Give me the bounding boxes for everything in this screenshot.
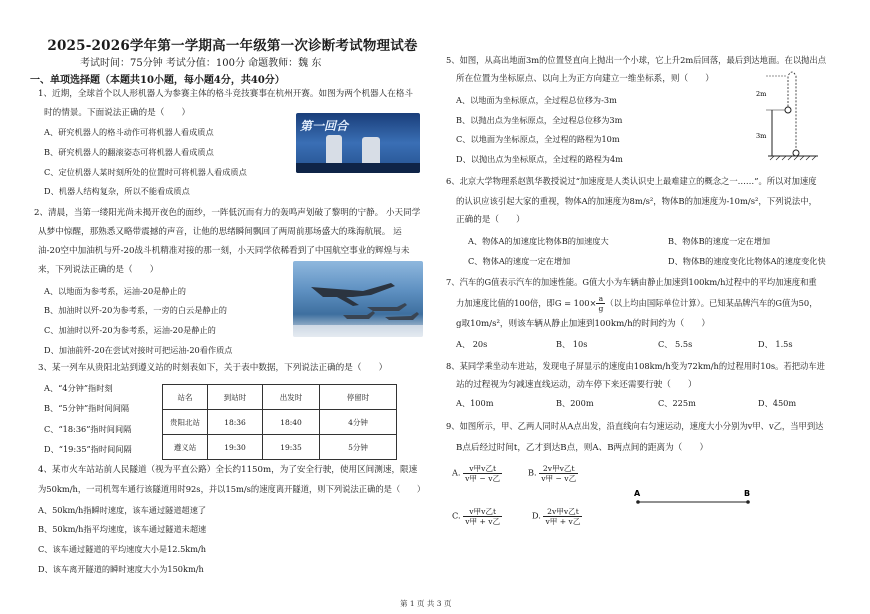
q9-option-b: B. $\frac{\text{2v甲v乙t}}{\text{v甲 − v乙}}$ (528, 464, 577, 483)
q3-option-d: D、“19:35”指时间间隔 (44, 444, 132, 454)
q1-option-d: D、机器人结构复杂，所以不能看成质点 (44, 186, 190, 196)
acc-a-value: 8m/s² (629, 196, 654, 206)
q8-option-b: B、200m (556, 398, 594, 408)
q6-option-b: B、物体B的速度一定在增加 (668, 236, 771, 246)
q4-option-d: D、该车离开隧道的瞬时速度大小为150km/h (38, 564, 204, 574)
q5-option-a: A、以地面为坐标原点，全过程总位移为-3m (456, 95, 617, 105)
q2-option-d: D、加油前歼-20在尝试对接时可把运油-20看作质点 (44, 345, 233, 355)
robot-image-banner: 第一回合 (300, 119, 349, 133)
jets-silhouette (293, 261, 423, 337)
q9-stem-line1: 9、如图所示，甲、乙两人同时从A点出发，沿直线向右匀速运动，速度大小分别为v甲、v乙，当甲到达 (446, 421, 824, 431)
acc-b-value: -10m/s² (726, 196, 759, 206)
q9-option-a: A. $\frac{\text{v甲v乙t}}{\text{v甲 − v乙}}$ (452, 464, 501, 483)
q1-option-c: C、定位机器人某时刻所处的位置时可将机器人看成质点 (44, 167, 247, 177)
q9-stem-line2: B点后经过时间t，乙才到达B点，则A、B两点间的距离为（ ） (456, 443, 709, 453)
q8-option-c: C、225m (658, 398, 696, 408)
q2-option-b: B、加油时以歼-20为参考系，一旁的白云是静止的 (44, 305, 227, 315)
q8-option-d: D、450m (758, 398, 797, 408)
q2-stem-line3: 油-20空中加油机与歼-20战斗机精准对接的那一刻，小天同学依稀看到了中国航空事业的辉煌与未 (38, 246, 410, 256)
page-footer: 第 1 页 共 3 页 (400, 599, 452, 608)
q4-option-a: A、50km/h指瞬时速度，该车通过隧道超速了 (38, 505, 207, 515)
q2-option-c: C、加油时以歼-20为参考系，运油-20是静止的 (44, 325, 216, 335)
q8-option-a: A、100m (456, 398, 494, 408)
label-3m: 3m (756, 132, 767, 140)
q3-option-c: C、“18:36”指时间间隔 (44, 424, 132, 434)
q6-option-a: A、物体A的加速度比物体B的加速度大 (468, 236, 609, 246)
q8-stem-line2: 站的过程视为匀减速直线运动，动车停下来还需要行驶（ ） (456, 380, 697, 390)
q7-option-d: D、 1.5s (758, 339, 793, 349)
timetable-cell: 贵阳北站 (163, 410, 208, 435)
timetable-row (163, 435, 397, 460)
q1-option-b: B、研究机器人的翻滚姿态可将机器人看成质点 (44, 147, 214, 157)
q9-option-c: C. $\frac{\text{v甲v乙t}}{\text{v甲 + v乙}}$ (452, 507, 501, 526)
q6-option-d: D、物体B的速度变化比物体A的速度变化快 (668, 256, 826, 266)
ball-trajectory-diagram (752, 62, 822, 168)
robot-fight-image (296, 113, 420, 173)
timetable-header: 到站时 (208, 385, 263, 410)
q5-option-b: B、以抛出点为坐标原点，全过程总位移为3m (456, 115, 623, 125)
timetable-cell: 5分钟 (320, 435, 397, 460)
q5-option-d: D、以抛出点为坐标原点，全过程的路程为4m (456, 154, 623, 164)
q2-stem-line1: 2、清晨，当第一缕阳光尚未揭开夜色的面纱，一阵低沉而有力的轰鸣声划破了黎明的宁静。 小天同学 (34, 208, 421, 218)
exam-title: 2025-2026学年第一学期高一年级第一次诊断考试物理试卷 (47, 38, 418, 54)
q1-stem-line1: 1、近期，全球首个以人形机器人为参赛主体的格斗竞技赛事在杭州开赛。如图为两个机器人在格斗 (38, 89, 414, 99)
q5-stem-line1: 5、如图，从高出地面3m的位置竖直向上抛出一个小球，它上升2m后回落，最后到达地面。在以抛出点 (446, 55, 827, 65)
q7-stem-line2: 力加速度比值的100倍，即G = 100× $\frac{a}{g}$ （以上均由国际单位计算）。已知某品牌汽车的G值为50， (456, 294, 818, 313)
timetable-row (163, 410, 397, 435)
timetable-header-row (163, 385, 397, 410)
timetable (162, 384, 397, 460)
timetable-cell: 4分钟 (320, 410, 397, 435)
q5-option-c: C、以地面为坐标原点，全过程的路程为10m (456, 134, 620, 144)
q6-option-c: C、物体A的速度一定在增加 (468, 256, 571, 266)
q7-stem-line3: g取10m/s²，则该车辆从静止加速到100km/h的时间约为（ ） (456, 319, 710, 329)
jets-refuel-image (293, 261, 423, 337)
q2-stem-line2: 从梦中惊醒，那熟悉又略带震撼的声音，让他的思绪瞬间飘回了两周前那场盛大的珠海航展。 运 (38, 227, 402, 237)
timetable-cell: 19:35 (263, 435, 320, 460)
timetable-cell: 遵义站 (163, 435, 208, 460)
q6-stem-line2: 的认识应该引起大家的重视，物体A的加速度为8m/s²，物体B的加速度为-10m/s²，下列说法中， (456, 196, 817, 206)
q8-stem-line1: 8、某同学乘坐动车进站，发现电子屏显示的速度由108km/h变为72km/h的过程用时10s。若把动车进 (446, 361, 825, 371)
q4-option-b: B、50km/h指平均速度，该车通过隧道未超速 (38, 524, 207, 534)
q7-stem-line1: 7、汽车的G值表示汽车的加速性能。G值大小为车辆由静止加速到100km/h过程中的平均加速度和重 (446, 277, 817, 287)
section-heading: 一、单项选择题（本题共10小题，每小题4分，共40分） (30, 75, 285, 86)
q3-option-b: B、“5分钟”指时间间隔 (44, 403, 130, 413)
timetable-cell: 18:40 (263, 410, 320, 435)
q5-stem-line2: 所在位置为坐标原点、以向上为正方向建立一维坐标系，则（ ） (456, 74, 714, 84)
exam-info: 考试时间：75分钟 考试分值：100分 命题教师：魏 东 (80, 58, 322, 69)
q2-option-a: A、以地面为参考系，运油-20是静止的 (44, 286, 186, 296)
q4-stem-line1: 4、某市火车站站前人民隧道（视为平直公路）全长约1150m，为了安全行驶，使用区间测速，限速 (38, 465, 418, 475)
ab-line-diagram (630, 486, 760, 510)
q6-stem-line1: 6、北京大学物理系赵凯华教授说过“加速度是人类认识史上最难建立的概念之一……”。所以对加速度 (446, 176, 817, 186)
q7-option-a: A、 20s (456, 339, 488, 349)
point-a-label: A (634, 489, 641, 498)
timetable-header: 停留时 (320, 385, 397, 410)
q3-stem: 3、某一列车从贵阳北站到遵义站的时刻表如下，关于表中数据，下列说法正确的是（ ） (38, 363, 388, 373)
q1-stem-line2: 时的情景。下面说法正确的是（ ） (44, 108, 191, 118)
q6-stem-line3: 正确的是（ ） (456, 215, 525, 225)
point-b-label: B (744, 489, 751, 498)
g-formula: G = 100× (554, 298, 597, 308)
q4-option-c: C、该车通过隧道的平均速度大小是12.5km/h (38, 544, 207, 554)
timetable-header: 站名 (163, 385, 208, 410)
g-fraction: $\frac{a}{g}$ (598, 294, 604, 313)
timetable-cell: 18:36 (208, 410, 263, 435)
timetable-cell: 19:30 (208, 435, 263, 460)
q2-stem-line4: 来，下列说法正确的是（ ） (38, 265, 159, 275)
label-2m: 2m (756, 90, 767, 98)
q1-option-a: A、研究机器人的格斗动作可将机器人看成质点 (44, 127, 214, 137)
q7-option-c: C、 5.5s (658, 339, 693, 349)
timetable-header: 出发时 (263, 385, 320, 410)
q4-stem-line2: 为50km/h，一司机驾车通行该隧道用时92s，并以15m/s的速度离开隧道，则下列说法正确的是（ ） (38, 484, 426, 494)
q3-option-a: A、“4分钟”指时刻 (44, 383, 113, 393)
q9-option-d: D. $\frac{\text{2v甲v乙t}}{\text{v甲 + v乙}}$ (532, 507, 581, 526)
q7-option-b: B、 10s (556, 339, 588, 349)
